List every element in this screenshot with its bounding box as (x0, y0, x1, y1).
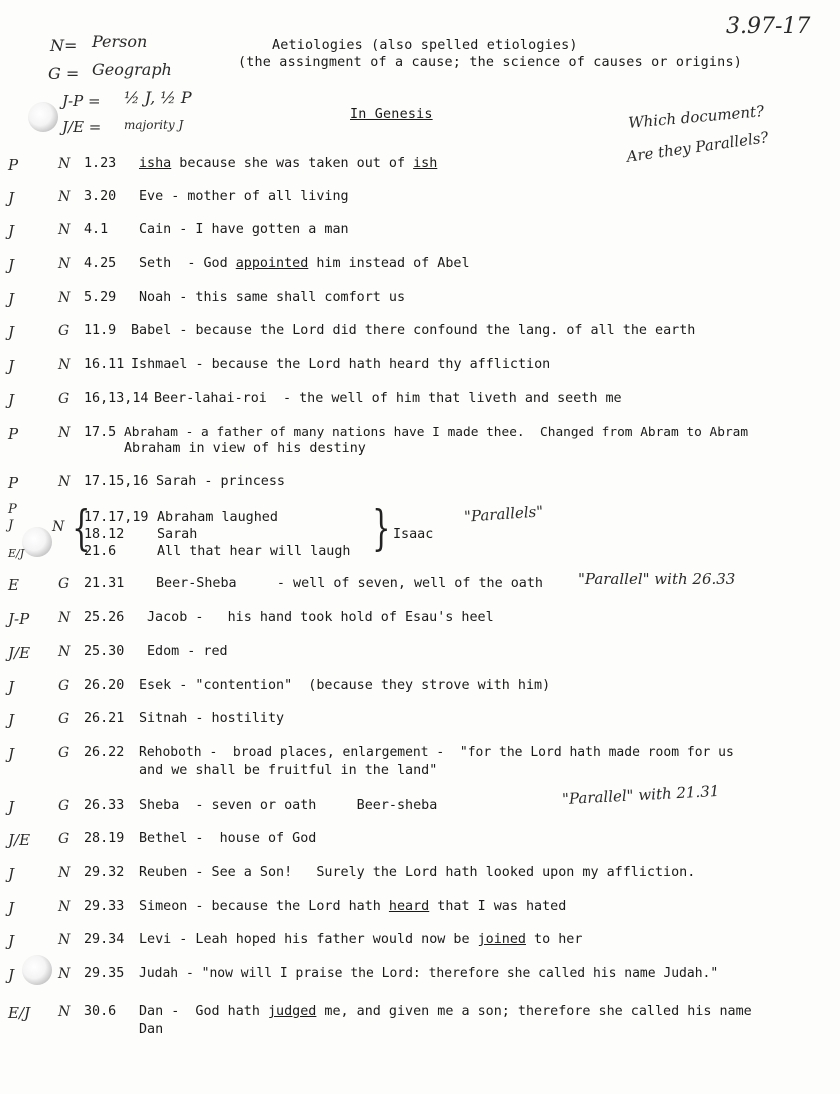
source-code: J (8, 966, 15, 984)
legend-key: J-P = (62, 92, 101, 110)
page-number: 3.97-17 (726, 14, 811, 39)
class-code: N (58, 425, 71, 441)
source-code: J (8, 711, 15, 729)
class-code: G (58, 323, 70, 339)
source-code: J (8, 678, 15, 696)
entry-text: Cain - I have gotten a man (139, 222, 349, 237)
punch-hole (22, 527, 52, 557)
entry-text: Babel - because the Lord did there confound the lang. of all the earth (131, 323, 696, 338)
entry-text: Sitnah - hostility (139, 711, 285, 726)
legend-value: ½ J, ½ P (124, 88, 192, 107)
list-item (0, 932, 840, 952)
source-code: J/E (8, 644, 31, 662)
class-code: N (58, 474, 71, 490)
list-item (0, 391, 840, 411)
verse-ref: 5.29 (84, 290, 117, 305)
entry-text: Eve - mother of all living (139, 189, 349, 204)
entry-text: Simeon - because the Lord hath heard that I was hated (139, 899, 567, 914)
verse-ref: 17.15,16 (84, 474, 149, 489)
source-code: P (8, 156, 19, 174)
list-item (0, 745, 840, 781)
source-code: J (8, 222, 15, 240)
entry-text: isha because she was taken out of ish (139, 156, 438, 171)
source-code: J (8, 745, 15, 763)
list-item (0, 966, 840, 986)
entry-text-continued: and we shall be fruitful in the land" (139, 763, 438, 778)
list-item (0, 899, 840, 919)
class-code: N (58, 156, 71, 172)
source-code: J (8, 357, 15, 375)
entry-text: Sheba - seven or oath Beer-sheba (139, 798, 438, 813)
list-item (0, 222, 840, 242)
class-code: N (58, 865, 71, 881)
verse-ref: 18.12 (84, 527, 125, 542)
entry-text: Sarah (157, 527, 198, 542)
entry-text: All that hear will laugh (157, 544, 351, 559)
verse-ref: 16.11 (84, 357, 125, 372)
entry-text: Judah - "now will I praise the Lord: therefore she called his name Judah." (139, 966, 719, 981)
class-code: G (58, 831, 70, 847)
class-code: N (58, 644, 71, 660)
verse-ref: 4.1 (84, 222, 109, 237)
verse-ref: 26.33 (84, 798, 125, 813)
entry-text: Sarah - princess (156, 474, 285, 489)
verse-ref: 29.34 (84, 932, 125, 947)
source-code: J (8, 899, 15, 917)
source-code: E/J (8, 547, 25, 560)
class-code: G (58, 798, 70, 814)
source-code: J (8, 798, 15, 816)
entry-text: Bethel - house of God (139, 831, 317, 846)
source-code: J (8, 391, 15, 409)
punch-hole (28, 102, 58, 132)
class-code: N (58, 932, 71, 948)
group-label: Isaac (393, 527, 434, 542)
list-item (0, 425, 840, 461)
class-code: N (58, 610, 71, 626)
class-code: N (52, 519, 65, 535)
verse-ref: 11.9 (84, 323, 117, 338)
verse-ref: 21.31 (84, 576, 125, 591)
list-item (0, 831, 840, 851)
class-code: G (58, 711, 70, 727)
list-item (0, 357, 840, 377)
source-code: J (8, 932, 15, 950)
margin-note: Which document? (627, 102, 765, 132)
margin-note: "Parallel" with 26.33 (578, 570, 736, 588)
entry-text: Beer-lahai-roi - the well of him that liveth and seeth me (154, 391, 622, 406)
verse-ref: 21.6 (84, 544, 117, 559)
legend-key: G = (48, 64, 80, 83)
entry-text: Levi - Leah hoped his father would now be joined to her (139, 932, 583, 947)
list-item (0, 570, 840, 596)
legend-key: J/E = (62, 118, 102, 136)
source-code: J (8, 189, 15, 207)
source-code: P (8, 474, 19, 492)
class-code: N (58, 256, 71, 272)
entry-text: Esek - "contention" (because they strove with him) (139, 678, 551, 693)
source-code: P (8, 425, 19, 443)
list-item (0, 678, 840, 698)
entry-text: Seth - God appointed him instead of Abel (139, 256, 470, 271)
list-item (0, 865, 840, 885)
verse-ref: 28.19 (84, 831, 125, 846)
class-code: G (58, 745, 70, 761)
class-code: G (58, 576, 70, 592)
class-code: N (58, 1004, 71, 1020)
entry-text: Beer-Sheba - well of seven, well of the oath (156, 576, 543, 591)
entry-text-continued: Abraham in view of his destiny (124, 441, 366, 456)
list-item (0, 256, 840, 276)
entry-text: Jacob - his hand took hold of Esau's heel (147, 610, 494, 625)
left-brace: { (72, 500, 91, 556)
verse-ref: 3.20 (84, 189, 117, 204)
entry-text: Abraham laughed (157, 510, 278, 525)
verse-ref: 1.23 (84, 156, 117, 171)
class-code: N (58, 966, 71, 982)
class-code: G (58, 391, 70, 407)
list-item (0, 156, 840, 176)
list-item (0, 781, 840, 818)
verse-ref: 30.6 (84, 1004, 117, 1019)
source-code: E (8, 576, 19, 594)
verse-ref: 4.25 (84, 256, 117, 271)
verse-ref: 25.30 (84, 644, 125, 659)
verse-ref: 17.17,19 (84, 510, 149, 525)
entry-text: Abraham - a father of many nations have I made thee. Changed from Abram to Abram (124, 425, 749, 440)
entry-text: Rehoboth - broad places, enlargement - "for the Lord hath made room for us (139, 745, 734, 760)
verse-ref: 29.35 (84, 966, 125, 981)
list-item (0, 323, 840, 343)
right-brace: } (372, 500, 391, 556)
list-item (0, 1004, 840, 1040)
source-code: P (8, 502, 17, 517)
source-code: J (8, 290, 15, 308)
list-item (0, 644, 840, 664)
entry-text: Edom - red (147, 644, 228, 659)
verse-ref: 17.5 (84, 425, 117, 440)
class-code: N (58, 222, 71, 238)
entry-text: Ishmael - because the Lord hath heard thy affliction (131, 357, 551, 372)
subtitle: In Genesis (350, 107, 433, 122)
list-item (0, 474, 840, 494)
title-line-1: Aetiologies (also spelled etiologies) (272, 38, 578, 53)
list-item (0, 290, 840, 310)
source-code: J (8, 518, 14, 533)
source-code: J (8, 865, 15, 883)
list-item (0, 189, 840, 209)
class-code: N (58, 899, 71, 915)
entry-text: Reuben - See a Son! Surely the Lord hath looked upon my affliction. (139, 865, 696, 880)
verse-ref: 26.20 (84, 678, 125, 693)
class-code: N (58, 189, 71, 205)
title-line-2: (the assingment of a cause; the science of causes or origins) (238, 55, 742, 70)
source-code: J-P (8, 610, 30, 628)
list-item (0, 610, 840, 630)
verse-ref: 25.26 (84, 610, 125, 625)
class-code: G (58, 678, 70, 694)
source-code: J (8, 323, 15, 341)
legend-value: Geograph (92, 60, 172, 79)
verse-ref: 26.22 (84, 745, 125, 760)
legend-value: Person (92, 32, 148, 51)
legend-value: majority J (124, 118, 184, 132)
entry-text: Noah - this same shall comfort us (139, 290, 406, 305)
verse-ref: 29.33 (84, 899, 125, 914)
class-code: N (58, 357, 71, 373)
source-code: J/E (8, 831, 31, 849)
margin-note: "Parallel" with 21.31 (561, 781, 720, 809)
class-code: N (58, 290, 71, 306)
verse-ref: 26.21 (84, 711, 125, 726)
source-code: E/J (8, 1004, 31, 1022)
entry-text: Dan - God hath judged me, and given me a son; therefore she called his name (139, 1004, 752, 1019)
margin-note: "Parallels" (463, 502, 544, 526)
entry-text-continued: Dan (139, 1022, 164, 1037)
source-code: J (8, 256, 15, 274)
verse-ref: 29.32 (84, 865, 125, 880)
verse-ref: 16,13,14 (84, 391, 149, 406)
margin-note: Are they Parallels? (625, 128, 770, 166)
legend-key: N= (50, 36, 78, 55)
list-item (0, 711, 840, 731)
